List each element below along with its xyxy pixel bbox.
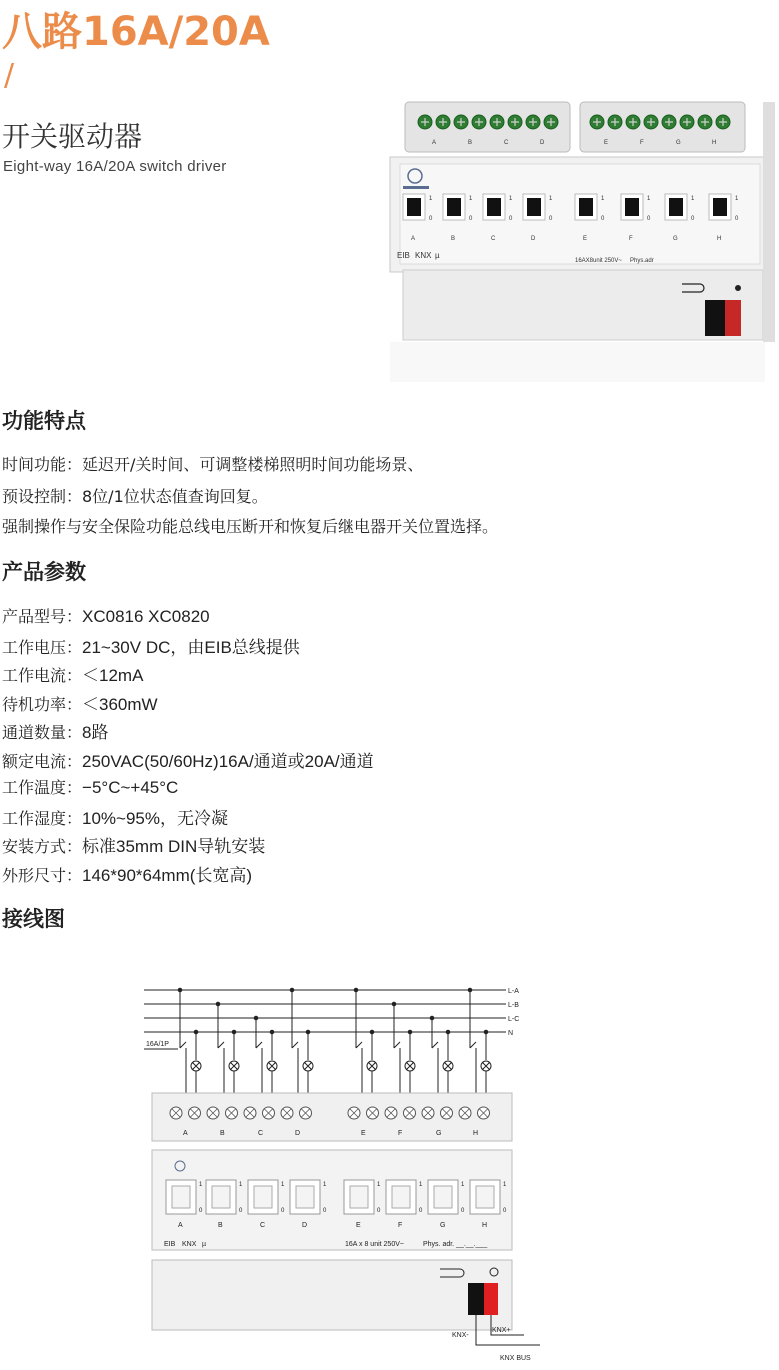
- phys-label: Phys.adr: [630, 258, 654, 264]
- spec-row: [2, 747, 374, 772]
- switch-toggle-icon: [625, 198, 639, 216]
- diagram-switch-off-label: 0: [199, 1208, 203, 1214]
- diagram-terminal-label: G: [436, 1130, 442, 1137]
- diagram-channel-label: G: [440, 1222, 446, 1229]
- breaker-label: 16A/1P: [146, 1041, 169, 1048]
- knx-terminal-black: [705, 300, 725, 336]
- spec-value: 8路: [82, 723, 109, 742]
- product-image: [385, 92, 779, 402]
- features-heading: 功能特点: [2, 409, 86, 433]
- spec-label: 通道数量：: [2, 723, 83, 742]
- diagram-channel-label: E: [356, 1222, 361, 1229]
- spec-row: [2, 775, 178, 798]
- spec-row: [2, 690, 158, 715]
- switch-off-label: 0: [601, 216, 605, 222]
- switch-toggle-icon: [527, 198, 541, 216]
- switch-on-label: 1: [509, 196, 513, 202]
- switch-toggle-icon: [447, 198, 461, 216]
- diagram-switch-off-label: 0: [419, 1208, 423, 1214]
- diagram-switch-off-label: 0: [503, 1208, 507, 1214]
- spec-value: ＜360mW: [82, 694, 158, 714]
- spec-value: ＜12mA: [82, 666, 144, 685]
- bus-line-label: L-A: [508, 988, 519, 995]
- switch-toggle-icon: [487, 198, 501, 216]
- switch-off-label: 0: [735, 216, 739, 222]
- diagram-knx-red: [484, 1283, 498, 1315]
- mu-mark: µ: [435, 251, 440, 260]
- spec-row: [2, 804, 228, 829]
- channel-label: F: [629, 236, 633, 242]
- wiring-heading: 接线图: [2, 907, 65, 931]
- spec-value: XC0816 XC0820: [82, 607, 210, 626]
- channel-label: D: [531, 236, 536, 242]
- diagram-eib-mark: EIB: [164, 1241, 176, 1248]
- terminal-label: C: [504, 140, 509, 146]
- terminal-label: E: [604, 140, 609, 146]
- spec-label: 额定电流：: [2, 751, 83, 771]
- bus-line-label: L-C: [508, 1016, 520, 1023]
- diagram-channel-label: C: [260, 1222, 266, 1229]
- switch-off-label: 0: [509, 216, 513, 222]
- terminal-label: H: [712, 140, 717, 146]
- spec-label: 工作电压：: [2, 637, 83, 657]
- spec-label: 工作温度：: [2, 778, 83, 797]
- subtitle-chinese: 开关驱动器: [2, 120, 143, 153]
- terminal-label: D: [540, 140, 545, 146]
- spec-row: [2, 604, 210, 627]
- spec-row: [2, 633, 300, 658]
- switch-off-label: 0: [429, 216, 433, 222]
- diagram-channel-label: F: [398, 1222, 403, 1229]
- diagram-terminal-label: A: [183, 1130, 188, 1137]
- diagram-switch-on-label: 1: [199, 1182, 203, 1188]
- rating-label: 16AX8unit 250V~: [575, 258, 622, 264]
- diagram-switch-off-label: 0: [281, 1208, 285, 1214]
- switch-off-label: 0: [469, 216, 473, 222]
- switch-on-label: 1: [469, 196, 473, 202]
- diagram-switch-toggle-icon: [476, 1186, 494, 1208]
- knx-terminal-red: [725, 300, 741, 336]
- diagram-switch-toggle-icon: [254, 1186, 272, 1208]
- diagram-switch-toggle-icon: [212, 1186, 230, 1208]
- diagram-terminal-label: C: [258, 1130, 264, 1137]
- diagram-switch-off-label: 0: [377, 1208, 381, 1214]
- spec-row: [2, 718, 108, 743]
- diagram-lower: [152, 1260, 512, 1330]
- diagram-switch-on-label: 1: [461, 1182, 465, 1188]
- knx-bus-label: KNX BUS: [500, 1355, 531, 1362]
- diagram-channel-label: H: [482, 1222, 488, 1229]
- diagram-switch-on-label: 1: [281, 1182, 285, 1188]
- channel-label: E: [583, 236, 588, 242]
- spec-value: 146*90*64mm(长宽高): [82, 865, 253, 885]
- channel-label: A: [411, 236, 416, 242]
- diagram-phys-label: Phys. adr. __.__.___: [423, 1241, 488, 1248]
- terminal-label: A: [432, 140, 437, 146]
- diagram-switch-off-label: 0: [239, 1208, 243, 1214]
- channel-label: C: [491, 236, 496, 242]
- spec-value: −5°C~+45°C: [82, 778, 179, 797]
- eib-mark: EIB: [397, 251, 410, 260]
- diagram-switch-on-label: 1: [419, 1182, 423, 1188]
- diagram-channel-label: B: [218, 1222, 223, 1229]
- diagram-knx-black: [468, 1283, 484, 1315]
- diagram-terminal-label: H: [473, 1130, 479, 1137]
- page-title: 八路16A/20A: [2, 9, 270, 55]
- switch-off-label: 0: [549, 216, 553, 222]
- spec-value: 标准35mm DIN导轨安装: [82, 837, 266, 856]
- switch-on-label: 1: [691, 196, 695, 202]
- spec-label: 工作电流：: [2, 666, 83, 685]
- spec-label: 外形尺寸：: [2, 865, 83, 885]
- spec-label: 待机功率：: [2, 694, 83, 714]
- switch-on-label: 1: [549, 196, 553, 202]
- bus-line-label: L-B: [508, 1002, 519, 1009]
- feature-line: 预设控制：8位/1位状态值查询回复。: [2, 487, 268, 506]
- spec-label: 工作湿度：: [2, 808, 83, 828]
- spec-row: [2, 861, 252, 886]
- diagram-switch-on-label: 1: [503, 1182, 507, 1188]
- knx-mark: KNX: [415, 251, 432, 260]
- prog-led-icon: [735, 285, 741, 291]
- diagram-switch-off-label: 0: [461, 1208, 465, 1214]
- wiring-diagram: [140, 980, 540, 1370]
- diagram-terminal-row: [152, 1093, 512, 1141]
- switch-off-label: 0: [691, 216, 695, 222]
- diagram-switch-toggle-icon: [392, 1186, 410, 1208]
- feature-line: 时间功能：延迟开/关时间、可调整楼梯照明时间功能场景、: [2, 455, 424, 474]
- diagram-switch-off-label: 0: [323, 1208, 327, 1214]
- bus-line-label: N: [508, 1030, 514, 1037]
- diagram-terminal-label: B: [220, 1130, 225, 1137]
- terminal-label: F: [640, 140, 644, 146]
- switch-off-label: 0: [647, 216, 651, 222]
- switch-toggle-icon: [713, 198, 727, 216]
- diagram-rating-label: 16A x 8 unit 250V~: [345, 1241, 404, 1248]
- spec-label: 安装方式：: [2, 837, 83, 856]
- switch-toggle-icon: [407, 198, 421, 216]
- feature-line: 强制操作与安全保险功能总线电压断开和恢复后继电器开关位置选择。: [2, 517, 499, 536]
- spec-label: 产品型号：: [2, 607, 83, 626]
- diagram-switch-toggle-icon: [172, 1186, 190, 1208]
- diagram-channel-label: A: [178, 1222, 183, 1229]
- diagram-knx-mark: KNX: [182, 1241, 197, 1248]
- switch-on-label: 1: [735, 196, 739, 202]
- switch-toggle-icon: [579, 198, 593, 216]
- diagram-switch-on-label: 1: [377, 1182, 381, 1188]
- switch-on-label: 1: [647, 196, 651, 202]
- diagram-channel-label: D: [302, 1222, 308, 1229]
- channel-label: H: [717, 236, 722, 242]
- spec-value: 250VAC(50/60Hz)16A/通道或20A/通道: [82, 751, 374, 771]
- switch-on-label: 1: [601, 196, 605, 202]
- subtitle-english: Eight-way 16A/20A switch driver: [3, 158, 227, 175]
- switch-toggle-icon: [669, 198, 683, 216]
- diagram-mu-mark: µ: [202, 1241, 207, 1248]
- diagram-switch-on-label: 1: [239, 1182, 243, 1188]
- title-slash: /: [4, 58, 15, 93]
- knx-minus-label: KNX-: [452, 1332, 469, 1339]
- spec-row: [2, 832, 265, 857]
- spec-value: 10%~95%，无冷凝: [82, 808, 228, 828]
- terminal-label: G: [676, 140, 681, 146]
- spec-value: 21~30V DC，由EIB总线提供: [82, 637, 300, 657]
- channel-label: B: [451, 236, 456, 242]
- channel-label: G: [673, 236, 678, 242]
- switch-on-label: 1: [429, 196, 433, 202]
- diagram-terminal-label: E: [361, 1130, 366, 1137]
- terminal-label: B: [468, 140, 473, 146]
- diagram-switch-on-label: 1: [323, 1182, 327, 1188]
- diagram-switch-toggle-icon: [296, 1186, 314, 1208]
- diagram-terminal-label: F: [398, 1130, 403, 1137]
- spec-row: [2, 661, 143, 686]
- specs-heading: 产品参数: [2, 560, 86, 584]
- diagram-switch-toggle-icon: [350, 1186, 368, 1208]
- knx-plus-label: KNX+: [492, 1327, 511, 1334]
- diagram-terminal-label: D: [295, 1130, 301, 1137]
- diagram-switch-toggle-icon: [434, 1186, 452, 1208]
